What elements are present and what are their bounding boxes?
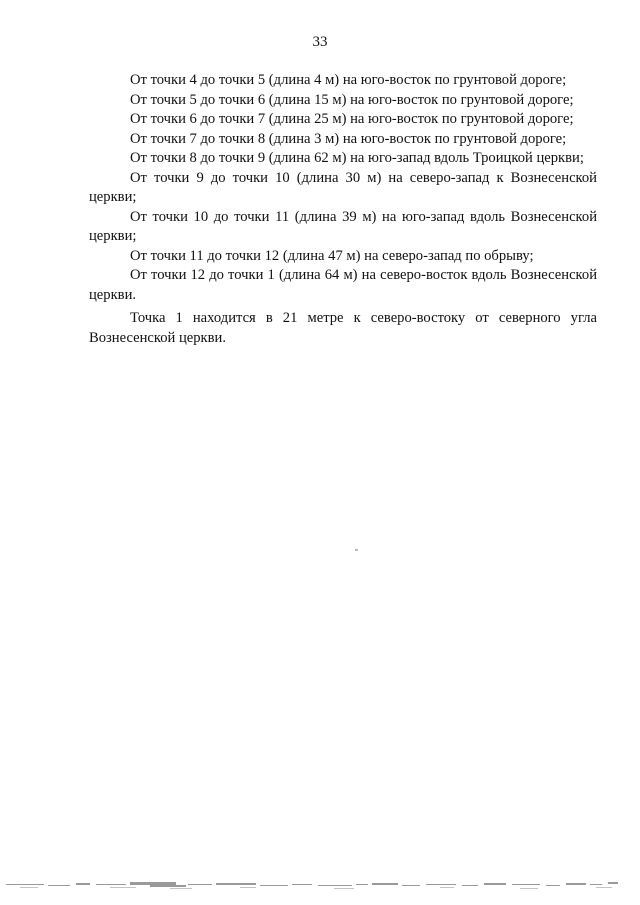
scan-speck xyxy=(355,549,358,551)
page-number: 33 xyxy=(312,34,328,50)
paragraph-segment-5-6: От точки 5 до точки 6 (длина 15 м) на юго-восток по грунтовой дороге; xyxy=(130,91,574,108)
document-body xyxy=(89,71,597,348)
paragraph-segment-12-1: От точки 12 до точки 1 (длина 64 м) на северо-восток вдоль Вознесенской церкви. xyxy=(89,267,597,303)
scan-noise-strip xyxy=(0,878,640,892)
paragraph-segment-4-5: От точки 4 до точки 5 (длина 4 м) на юго-восток по грунтовой дороге; xyxy=(130,72,567,88)
paragraph-point-1-location: Точка 1 находится в 21 метре к северо-востоку от северного угла Вознесенской церкви. xyxy=(89,310,597,346)
paragraph-segment-7-8: От точки 7 до точки 8 (длина 3 м) на юго-восток по грунтовой дороге; xyxy=(130,130,567,147)
paragraph-segment-9-10: От точки 9 до точки 10 (длина 30 м) на северо-запад к Вознесенской церкви; xyxy=(89,169,597,205)
paragraph-segment-11-12: От точки 11 до точки 12 (длина 47 м) на северо-запад по обрыву; xyxy=(130,247,534,264)
paragraph-segment-8-9: От точки 8 до точки 9 (длина 62 м) на юго-запад вдоль Троицкой церкви; xyxy=(130,150,584,166)
paragraph-segment-6-7: От точки 6 до точки 7 (длина 25 м) на юго-восток по грунтовой дороге; xyxy=(130,111,574,127)
paragraph-segment-10-11: От точки 10 до точки 11 (длина 39 м) на юго-запад вдоль Вознесенской церкви; xyxy=(89,208,597,244)
